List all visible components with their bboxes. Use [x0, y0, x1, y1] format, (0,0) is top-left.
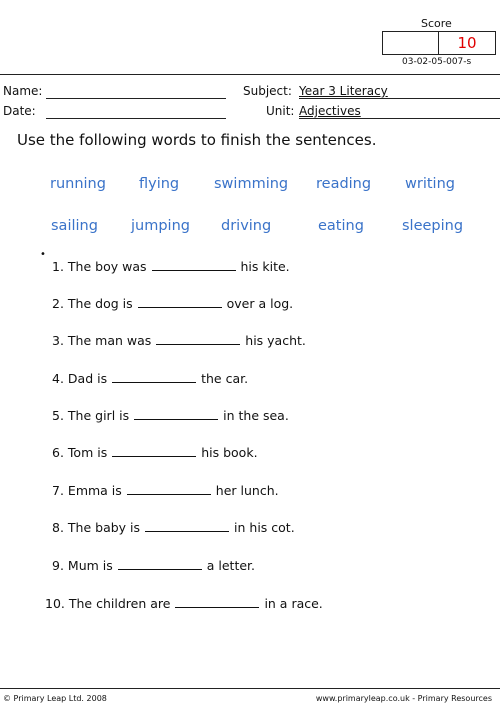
subject-value: Year 3 Literacy [299, 84, 388, 98]
name-field[interactable] [46, 98, 226, 99]
sentence-2 [52, 296, 293, 311]
subject-line [299, 98, 500, 99]
footer-rule [0, 688, 500, 689]
sentence-number: 9. [52, 558, 64, 573]
footer-website: www.primaryleap.co.uk - Primary Resources [315, 694, 492, 703]
header-rule [0, 74, 500, 75]
answer-blank[interactable] [127, 493, 211, 495]
word-sleeping: sleeping [402, 218, 464, 234]
score-box [382, 31, 496, 55]
sentence-text: The dog is [67, 296, 133, 311]
sentence-number: 3. [52, 333, 64, 348]
sentence-text: a letter. [206, 558, 256, 573]
sentence-text: Mum is [67, 558, 113, 573]
word-swimming: swimming [214, 176, 289, 192]
sentence-text: in his cot. [234, 520, 295, 535]
answer-blank[interactable] [112, 381, 196, 383]
answer-blank[interactable] [152, 269, 236, 271]
word-sailing: sailing [51, 218, 98, 234]
worksheet-code: 03-02-05-007-s [402, 57, 472, 67]
answer-blank[interactable] [138, 306, 222, 308]
sentence-3 [52, 333, 306, 348]
sentence-text: his yacht. [245, 333, 306, 348]
word-running: running [50, 176, 106, 192]
sentence-number: 10. [45, 596, 65, 611]
date-field[interactable] [46, 118, 226, 119]
sentence-number: 8. [52, 520, 64, 535]
sentence-4 [52, 371, 248, 386]
sentence-number: 5. [52, 408, 64, 423]
answer-blank[interactable] [156, 343, 240, 345]
sentence-text: The baby is [67, 520, 141, 535]
sentence-text: the car. [201, 371, 249, 386]
sentence-8 [52, 520, 295, 535]
answer-blank[interactable] [134, 418, 218, 420]
sentence-1 [52, 259, 290, 274]
sentence-text: The boy was [67, 259, 147, 274]
sentence-text: Emma is [67, 483, 122, 498]
subject-label: Subject: [243, 84, 292, 98]
score-value: 10 [457, 34, 477, 52]
sentence-number: 7. [52, 483, 64, 498]
answer-blank[interactable] [145, 530, 229, 532]
word-flying: flying [139, 176, 180, 192]
answer-blank[interactable] [112, 455, 196, 457]
sentence-text: Dad is [67, 371, 108, 386]
sentence-text: over a log. [226, 296, 294, 311]
sentence-text: his kite. [240, 259, 290, 274]
answer-blank[interactable] [175, 606, 259, 608]
answer-blank[interactable] [118, 568, 202, 570]
name-label: Name: [3, 84, 43, 98]
sentence-text: in the sea. [223, 408, 289, 423]
sentence-9 [52, 558, 255, 573]
word-eating: eating [318, 218, 364, 234]
unit-label: Unit: [266, 104, 295, 118]
unit-value: Adjectives [299, 104, 361, 118]
word-jumping: jumping [131, 218, 190, 234]
sentence-text: his book. [201, 445, 258, 460]
sentence-number: 2. [52, 296, 64, 311]
word-writing: writing [405, 176, 455, 192]
sentence-number: 4. [52, 371, 64, 386]
sentence-5 [52, 408, 289, 423]
word-driving: driving [221, 218, 272, 234]
sentence-7 [52, 483, 279, 498]
sentence-10 [45, 596, 323, 611]
sentence-number: 6. [52, 445, 64, 460]
sentence-text: The children are [68, 596, 171, 611]
sentence-number: 1. [52, 259, 64, 274]
word-reading: reading [316, 176, 372, 192]
score-label: Score [421, 17, 452, 30]
sentence-text: in a race. [264, 596, 323, 611]
date-label: Date: [3, 104, 36, 118]
sentence-text: The man was [67, 333, 152, 348]
sentence-text: The girl is [67, 408, 130, 423]
footer-copyright: © Primary Leap Ltd. 2008 [3, 694, 107, 703]
stray-dot: • [40, 249, 46, 260]
instructions: Use the following words to finish the sentences. [17, 131, 377, 149]
sentence-text: Tom is [67, 445, 108, 460]
sentence-6 [52, 445, 258, 460]
sentence-text: her lunch. [215, 483, 279, 498]
unit-line [299, 118, 500, 119]
